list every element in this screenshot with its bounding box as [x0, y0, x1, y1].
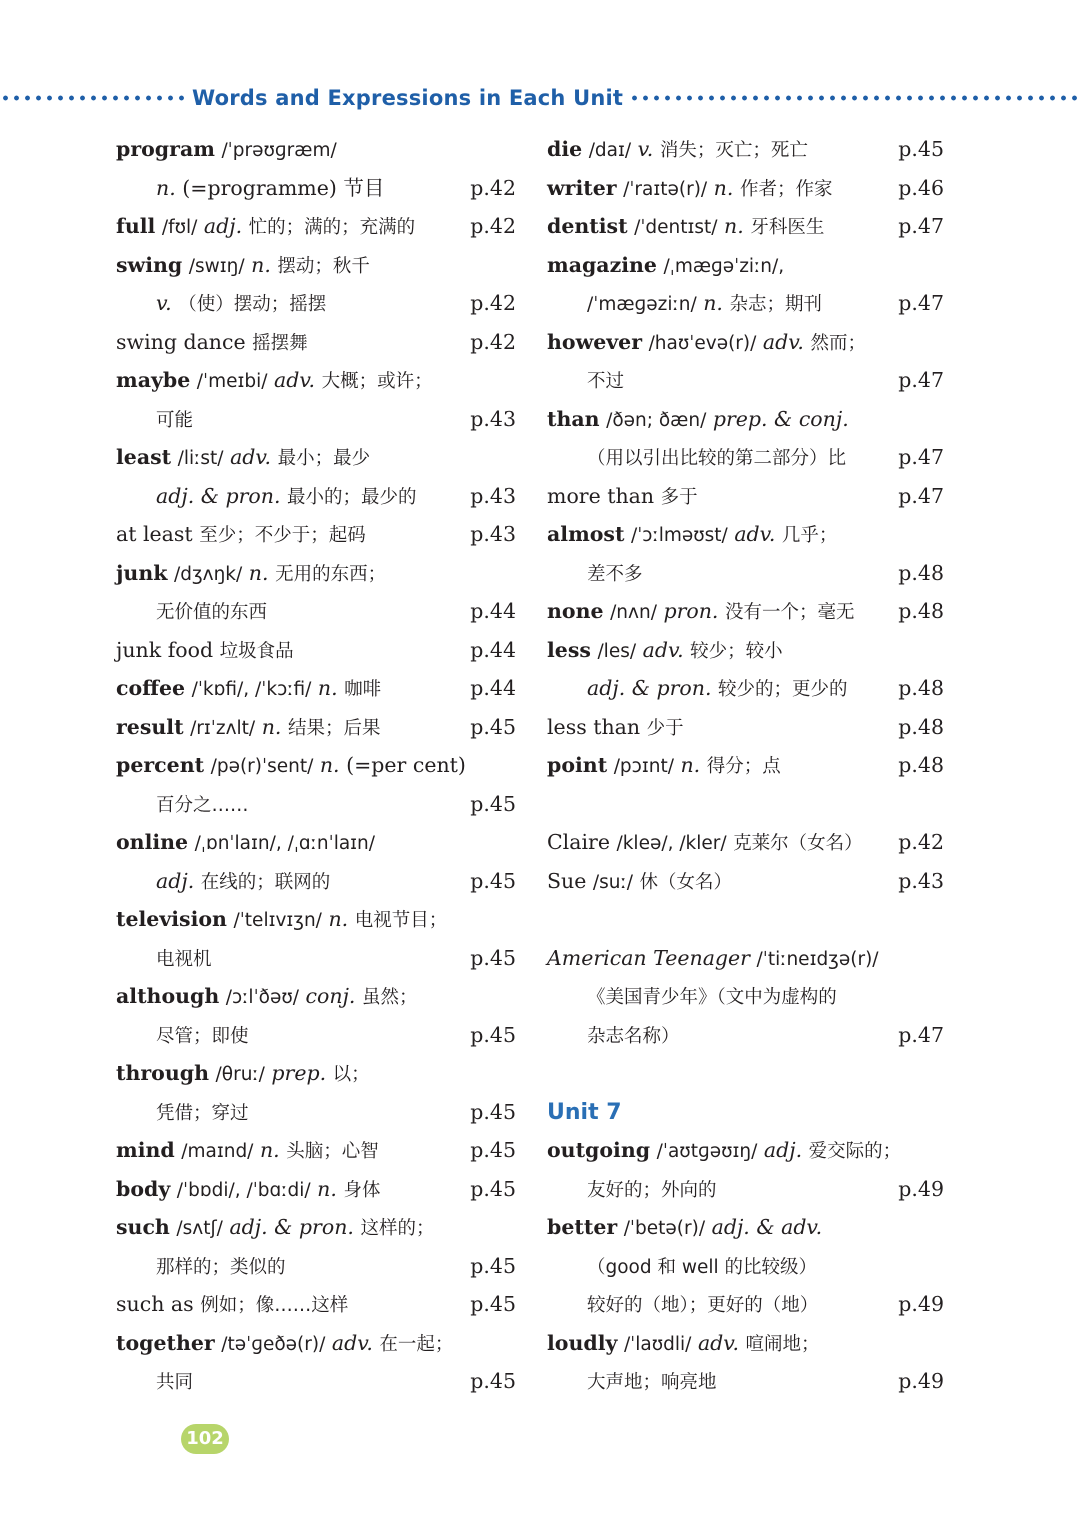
headword: swing: [116, 252, 183, 277]
phrase: more than: [547, 483, 655, 508]
phonetic: /ˈaʊtɡəʊɪŋ/: [656, 1141, 758, 1162]
vocab-line: [547, 977, 944, 1016]
definition: 身体: [343, 1179, 381, 1201]
phonetic: /ˌmæɡəˈziːn/,: [663, 255, 785, 277]
page-reference: p.49: [898, 1369, 944, 1393]
part-of-speech: adv.: [734, 522, 776, 546]
part-of-speech: n.: [317, 676, 338, 700]
page-reference: p.45: [470, 1253, 516, 1278]
vocab-line: [116, 1324, 516, 1363]
phonetic: /ˈmeɪbi/: [196, 371, 268, 392]
definition: 较少；较小: [690, 640, 783, 662]
definition: 然而；: [810, 332, 866, 354]
definition: 这样的；: [360, 1218, 435, 1239]
definition: 共同: [156, 1372, 194, 1393]
phonetic: /ˈbɒdi/, /ˈbɑːdi/: [176, 1179, 311, 1201]
page-reference: p.45: [470, 1176, 516, 1201]
part-of-speech: adv.: [274, 368, 316, 392]
page-reference: p.44: [470, 637, 516, 662]
vocab-line: [116, 631, 516, 670]
definition: 爱交际的；: [808, 1141, 902, 1162]
headword: junk: [116, 560, 168, 585]
definition: 没有一个；毫无: [724, 602, 855, 623]
page-reference: p.45: [470, 945, 516, 970]
phonetic: /ˈdentɪst/: [634, 217, 718, 238]
page-reference: p.43: [470, 406, 516, 431]
vocab-line: [116, 823, 516, 862]
header-dots-left: [0, 95, 186, 101]
page-reference: p.45: [470, 868, 516, 893]
definition: （good 和 well 的比较级）: [587, 1256, 818, 1278]
vocab-line: [116, 284, 516, 323]
vocab-line: [547, 1016, 944, 1055]
vocab-line: [116, 1016, 516, 1055]
vocab-line: [116, 862, 516, 901]
definition: 摇摆舞: [252, 332, 308, 354]
vocab-line: [116, 477, 516, 516]
headword: online: [116, 830, 189, 854]
definition: 电视节目；: [354, 910, 448, 931]
part-of-speech: v.: [156, 291, 172, 315]
definition: 垃圾食品: [219, 640, 294, 662]
page-reference: p.43: [898, 868, 944, 893]
definition: 消失；灭亡；死亡: [659, 140, 808, 161]
definition: 在线的；联网的: [200, 871, 331, 893]
definition: 头脑；心智: [286, 1141, 379, 1162]
page-reference: p.45: [470, 1022, 516, 1047]
part-of-speech: n.: [713, 175, 734, 200]
part-of-speech: conj.: [305, 984, 356, 1008]
headword: maybe: [116, 368, 191, 392]
vocab-line: [116, 246, 516, 285]
vocab-line: [116, 669, 516, 708]
definition: 咖啡: [344, 679, 382, 700]
definition: 较少的；更少的: [718, 679, 848, 700]
page-reference: p.47: [898, 214, 944, 238]
phonetic: /nʌn/: [610, 602, 657, 623]
headword: result: [116, 714, 184, 739]
phonetic: /ðən; ðæn/: [606, 409, 707, 431]
vocab-line: [547, 284, 944, 323]
vocab-line: [547, 1170, 944, 1209]
vocab-line: [547, 708, 944, 747]
page-reference: p.47: [898, 291, 944, 315]
headword: however: [547, 329, 643, 354]
phonetic: /ˈtelɪvɪʒn/: [233, 910, 322, 931]
headword: point: [547, 753, 608, 777]
vocab-line: [547, 361, 944, 400]
phrase: Claire: [547, 830, 610, 854]
part-of-speech: adj.: [203, 214, 243, 238]
phonetic: /swɪŋ/: [188, 255, 245, 277]
page-reference: p.48: [898, 714, 944, 739]
definition: （使）摆动；摇摆: [178, 294, 327, 315]
phonetic: /ˈɔːlməʊst/: [630, 525, 728, 546]
phonetic: /ɔːlˈðəʊ/: [225, 987, 300, 1008]
phonetic: /ˈbetə(r)/: [623, 1218, 706, 1239]
vocab-line: [547, 939, 944, 978]
vocab-line: [547, 1247, 944, 1286]
vocab-line: [116, 1285, 516, 1324]
page-reference: p.44: [470, 599, 516, 623]
vocab-line: [116, 708, 516, 747]
vocab-line: [116, 169, 516, 208]
vocab-line: [547, 130, 944, 169]
part-of-speech: n.: [251, 252, 271, 277]
headword: full: [116, 214, 156, 238]
phonetic: /ˈraɪtə(r)/: [623, 178, 708, 200]
headword: such: [116, 1215, 170, 1239]
page-reference: p.42: [898, 830, 944, 854]
definition: 最小；最少: [277, 448, 371, 469]
phonetic: /pə(r)ˈsent/: [210, 756, 314, 777]
phonetic: /maɪnd/: [181, 1141, 254, 1162]
definition: 至少；不少于；起码: [199, 525, 366, 546]
definition: 少于: [646, 717, 684, 739]
definition: （用以引出比较的第二部分）比: [587, 448, 847, 469]
headword: together: [116, 1330, 215, 1355]
phonetic: /ˌɒnˈlaɪn/, /ˌɑːnˈlaɪn/: [194, 833, 375, 854]
section-header: [0, 84, 1080, 112]
definition: 电视机: [156, 948, 212, 970]
vocab-line: [116, 1054, 516, 1093]
definition: 那样的；类似的: [156, 1256, 286, 1278]
phonetic: /sʌtʃ/: [176, 1218, 223, 1239]
part-of-speech: prep. & conj.: [712, 406, 849, 431]
page-reference: p.42: [470, 329, 516, 354]
phonetic: /dʒʌŋk/: [173, 563, 243, 585]
part-of-speech: adv.: [762, 329, 804, 354]
vocab-line: [547, 554, 944, 593]
phonetic: /suː/: [592, 871, 633, 893]
vocab-line: [547, 515, 944, 554]
headword: than: [547, 406, 600, 431]
part-of-speech: adj.: [156, 868, 195, 893]
page-reference: p.43: [470, 483, 516, 508]
phonetic: /ˈmæɡəziːn/: [587, 294, 697, 315]
headword: mind: [116, 1138, 175, 1162]
definition: 无价值的东西: [156, 602, 268, 623]
page-reference: p.49: [898, 1176, 944, 1201]
part-of-speech: adj. & pron.: [229, 1215, 354, 1239]
page-reference: p.45: [470, 714, 516, 739]
vocab-line: [116, 746, 516, 785]
header-title: Words and Expressions in Each Unit: [192, 86, 624, 110]
headword: least: [116, 445, 172, 469]
headword: magazine: [547, 252, 657, 277]
page-reference: p.45: [470, 1099, 516, 1124]
part-of-speech: adv.: [230, 445, 272, 469]
headword: loudly: [547, 1330, 618, 1355]
definition: 忙的；满的；充满的: [248, 217, 416, 238]
phrase: such as: [116, 1292, 194, 1316]
phonetic: /ˈkɒfi/, /ˈkɔːfi/: [191, 679, 312, 700]
part-of-speech: pron.: [663, 599, 719, 623]
part-of-speech: adv.: [642, 637, 684, 662]
definition: 大概；或许；: [321, 371, 433, 392]
header-dots-right: [629, 95, 1080, 101]
page-reference: p.47: [898, 1022, 944, 1047]
definition: 摆动；秋千: [277, 255, 370, 277]
phonetic: /daɪ/: [588, 140, 632, 161]
part-of-speech: n.: [259, 1138, 280, 1162]
left-column: [116, 130, 516, 1401]
vocab-line: [116, 554, 516, 593]
headword: dentist: [547, 214, 628, 238]
phonetic: /θruː/: [215, 1064, 265, 1085]
definition: 友好的；外向的: [587, 1179, 717, 1201]
page-reference: p.43: [470, 522, 516, 546]
phrase: less than: [547, 714, 641, 739]
part-of-speech: adj. & pron.: [587, 676, 712, 700]
page-reference: p.45: [470, 1369, 516, 1393]
part-of-speech: n.: [261, 714, 282, 739]
vocab-line: [547, 823, 944, 862]
page-reference: p.45: [898, 137, 944, 161]
phonetic: /kleə/, /kler/: [616, 833, 727, 854]
vocab-line: [547, 323, 944, 362]
part-of-speech: adv.: [697, 1330, 739, 1355]
page-reference: p.47: [898, 445, 944, 469]
blank-line: [547, 1054, 944, 1093]
vocab-line: [116, 977, 516, 1016]
part-of-speech: n.: [724, 214, 744, 238]
title-phrase: American Teenager: [547, 945, 750, 970]
page-reference: p.45: [470, 1292, 516, 1316]
vocab-line: [116, 515, 516, 554]
page-reference: p.49: [898, 1292, 944, 1316]
phrase: swing dance: [116, 329, 246, 354]
phonetic: /haʊˈevə(r)/: [648, 332, 757, 354]
headword: although: [116, 984, 220, 1008]
definition: (=programme) 节目: [182, 175, 385, 200]
headword: almost: [547, 522, 625, 546]
part-of-speech: n.: [317, 1176, 337, 1201]
part-of-speech: adj. & adv.: [711, 1215, 823, 1239]
headword: die: [547, 137, 583, 161]
phonetic: /ˈlaʊdli/: [623, 1333, 692, 1355]
page-reference: p.47: [898, 368, 944, 392]
vocab-line: [116, 1208, 516, 1247]
vocab-line: [116, 1247, 516, 1286]
vocab-line: [116, 939, 516, 978]
unit-heading: Unit 7: [547, 1099, 622, 1125]
vocab-line: [116, 323, 516, 362]
vocab-line: [116, 785, 516, 824]
phonetic: /təˈɡeðə(r)/: [221, 1333, 326, 1355]
phrase: junk food: [116, 637, 214, 662]
part-of-speech: n.: [680, 753, 701, 777]
part-of-speech: n.: [248, 560, 269, 585]
page-reference: p.46: [898, 175, 944, 200]
headword: television: [116, 907, 227, 931]
vocab-line: [116, 130, 516, 169]
phonetic: /fʊl/: [161, 217, 198, 238]
definition: 作者；作家: [739, 178, 833, 200]
definition: 几乎；: [781, 525, 838, 546]
definition: 杂志名称）: [587, 1025, 680, 1047]
definition: 例如；像……这样: [200, 1295, 349, 1316]
headword: outgoing: [547, 1138, 651, 1162]
page-reference: p.42: [470, 291, 516, 315]
phonetic: /pɔɪnt/: [613, 756, 674, 777]
page-reference: p.44: [470, 676, 516, 700]
page-reference: p.48: [898, 676, 944, 700]
vocab-line: [116, 1362, 516, 1401]
vocab-line: [547, 169, 944, 208]
vocab-line: [547, 592, 944, 631]
vocab-line: [547, 631, 944, 670]
page-reference: p.47: [898, 483, 944, 508]
vocab-line: [116, 1170, 516, 1209]
page-reference: p.45: [470, 791, 516, 816]
part-of-speech: n.: [703, 291, 723, 315]
page-number-badge: 102: [181, 1424, 229, 1454]
definition: 凭借；穿过: [156, 1102, 249, 1124]
phonetic: /les/: [597, 640, 637, 662]
definition: 多于: [660, 486, 698, 508]
definition: 可能: [156, 409, 194, 431]
vocab-line: [547, 1131, 944, 1170]
vocab-line: [116, 361, 516, 400]
vocab-line: [547, 746, 944, 785]
headword: coffee: [116, 676, 186, 700]
vocab-line: [547, 438, 944, 477]
definition: 无用的东西；: [275, 563, 387, 585]
vocab-line: [547, 862, 944, 901]
definition: 杂志；期刊: [729, 294, 822, 315]
definition: 虽然；: [361, 987, 418, 1008]
vocab-line: [547, 1362, 944, 1401]
page-reference: p.48: [898, 753, 944, 777]
vocab-line: [547, 477, 944, 516]
vocab-line: [547, 1285, 944, 1324]
phonetic: /rɪˈzʌlt/: [190, 717, 256, 739]
definition: 差不多: [587, 563, 643, 585]
right-column: [547, 130, 944, 1401]
definition: 较好的（地）；更好的（地）: [587, 1295, 819, 1316]
definition: 《美国青少年》（文中为虚构的: [587, 987, 837, 1008]
page-reference: p.48: [898, 560, 944, 585]
part-of-speech: n.: [156, 175, 176, 200]
phrase: Sue: [547, 868, 587, 893]
definition: 喧闹地；: [745, 1333, 820, 1355]
definition: (=per cent): [346, 753, 466, 777]
page-reference: p.48: [898, 599, 944, 623]
definition: 在一起；: [379, 1333, 454, 1355]
vocab-line: [116, 900, 516, 939]
page-reference: p.42: [470, 175, 516, 200]
headword: body: [116, 1176, 171, 1201]
phonetic: /ˈprəʊɡræm/: [221, 140, 337, 161]
page-reference: p.45: [470, 1138, 516, 1162]
vocab-line: [116, 592, 516, 631]
vocab-line: [547, 1208, 944, 1247]
definition: 尽管；即使: [156, 1025, 249, 1047]
vocab-line: [116, 1131, 516, 1170]
phonetic: /liːst/: [177, 448, 224, 469]
unit-heading-line: [547, 1093, 944, 1132]
definition: 克莱尔（女名）: [733, 833, 863, 854]
definition: 牙科医生: [750, 217, 825, 238]
headword: program: [116, 137, 215, 161]
vocab-line: [547, 400, 944, 439]
part-of-speech: adj. & pron.: [156, 483, 281, 508]
definition: 百分之……: [156, 794, 249, 816]
definition: 最小的；最少的: [287, 486, 417, 508]
headword: writer: [547, 175, 617, 200]
vocab-line: [547, 669, 944, 708]
part-of-speech: prep.: [271, 1061, 327, 1085]
headword: through: [116, 1061, 209, 1085]
definition: 结果；后果: [287, 717, 381, 739]
definition: 不过: [587, 371, 625, 392]
vocab-line: [116, 400, 516, 439]
vocab-line: [547, 1324, 944, 1363]
vocab-line: [116, 207, 516, 246]
blank-line: [547, 900, 944, 939]
vocab-line: [547, 246, 944, 285]
headword: less: [547, 637, 591, 662]
definition: 以；: [332, 1064, 370, 1085]
phrase: at least: [116, 522, 193, 546]
part-of-speech: adj.: [763, 1138, 803, 1162]
definition: 得分；点: [706, 756, 781, 777]
part-of-speech: adv.: [331, 1330, 373, 1355]
headword: percent: [116, 753, 205, 777]
headword: none: [547, 599, 604, 623]
page-reference: p.42: [470, 214, 516, 238]
definition: 休（女名）: [639, 871, 733, 893]
part-of-speech: n.: [319, 753, 340, 777]
part-of-speech: v.: [637, 137, 654, 161]
definition: 大声地；响亮地: [587, 1372, 717, 1393]
part-of-speech: n.: [328, 907, 349, 931]
vocab-line: [116, 438, 516, 477]
headword: better: [547, 1215, 618, 1239]
phonetic: /ˈtiːneɪdʒə(r)/: [756, 948, 879, 970]
vocab-line: [547, 207, 944, 246]
blank-line: [547, 785, 944, 824]
vocab-line: [116, 1093, 516, 1132]
